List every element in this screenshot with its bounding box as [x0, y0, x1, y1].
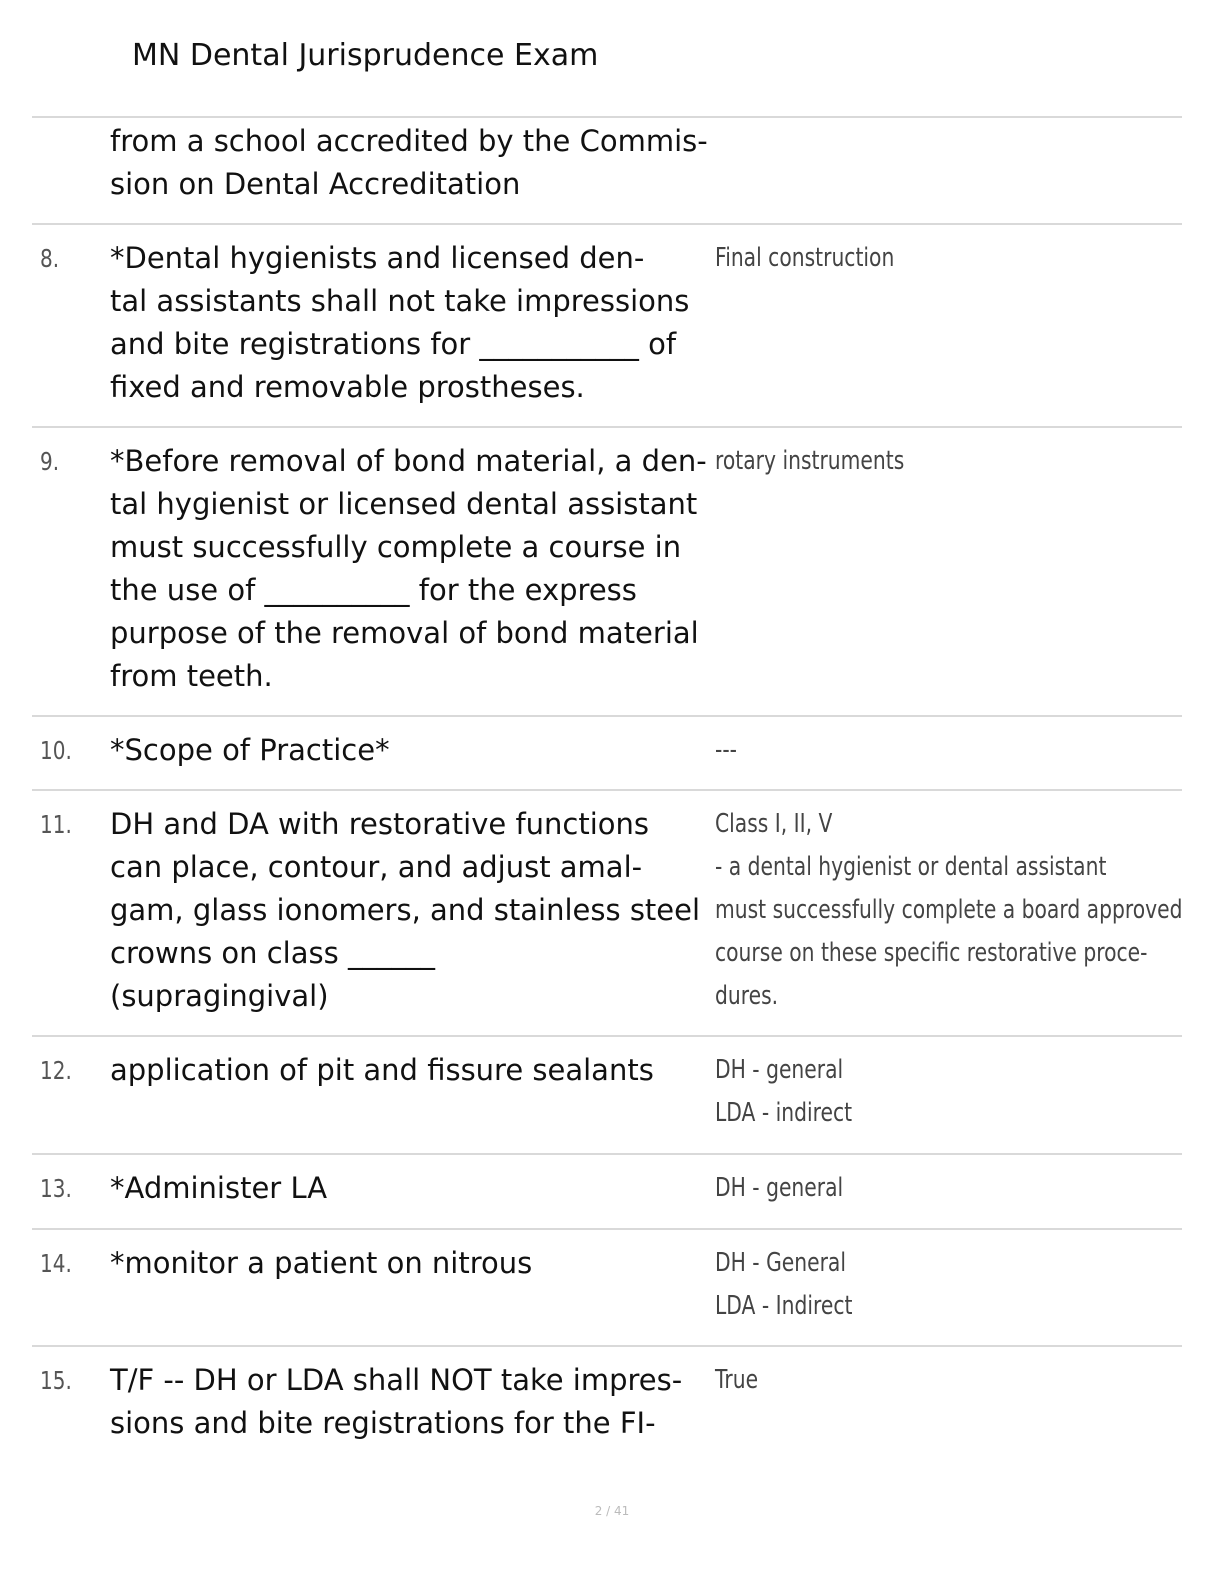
- row-term: *Dental hygienists and licensed den- tal assistants shall not take impressions and bite registrations for ___________ of fixed and removable prostheses.: [110, 241, 690, 404]
- row-definition: Final construction: [715, 243, 895, 273]
- table-row: [32, 717, 1182, 791]
- row-number: 13.: [40, 1174, 72, 1203]
- row-number: 11.: [40, 810, 72, 839]
- table-row: [32, 428, 1182, 717]
- table-row: [32, 225, 1182, 428]
- flashcard-table: [32, 116, 1182, 1457]
- table-row: [32, 118, 1182, 225]
- table-row: [32, 1155, 1182, 1230]
- row-term: *Before removal of bond material, a den- tal hygienist or licensed dental assistant must successfully complete a course in the use of __________ for the express purpose of the removal of bond material from teeth.: [110, 444, 707, 693]
- table-row: [32, 1037, 1182, 1155]
- row-term: *Administer LA: [110, 1171, 328, 1205]
- row-definition: DH - General LDA - Indirect: [715, 1248, 853, 1321]
- row-number: 14.: [40, 1249, 72, 1278]
- row-term: application of pit and fissure sealants: [110, 1053, 654, 1087]
- row-number: 15.: [40, 1366, 72, 1395]
- table-row: [32, 1347, 1182, 1457]
- page-title: MN Dental Jurisprudence Exam: [132, 38, 599, 73]
- row-number: 8.: [40, 244, 60, 273]
- row-definition: ---: [715, 735, 737, 765]
- row-term: T/F -- DH or LDA shall NOT take impres- sions and bite registrations for the FI-: [110, 1363, 683, 1440]
- row-term: *monitor a patient on nitrous: [110, 1246, 533, 1280]
- row-number: 9.: [40, 447, 60, 476]
- table-row: [32, 791, 1182, 1037]
- row-definition: Class I, II, V - a dental hygienist or dental assistant must successfully complete a board approved course on these specific restorative proce- dures.: [715, 809, 1183, 1011]
- row-definition: True: [715, 1365, 759, 1395]
- row-term: DH and DA with restorative functions can place, contour, and adjust amal- gam, glass ionomers, and stainless steel crowns on class ______ (supragingival): [110, 807, 701, 1013]
- row-definition: rotary instruments: [715, 446, 905, 476]
- table-row: [32, 1230, 1182, 1347]
- row-definition: DH - general: [715, 1173, 844, 1203]
- row-term: *Scope of Practice*: [110, 733, 390, 767]
- row-definition: DH - general LDA - indirect: [715, 1055, 853, 1128]
- page-indicator: 2 / 41: [594, 1504, 630, 1518]
- row-number: 10.: [40, 736, 72, 765]
- row-number: 12.: [40, 1056, 72, 1085]
- row-term: from a school accredited by the Commis- sion on Dental Accreditation: [110, 124, 708, 201]
